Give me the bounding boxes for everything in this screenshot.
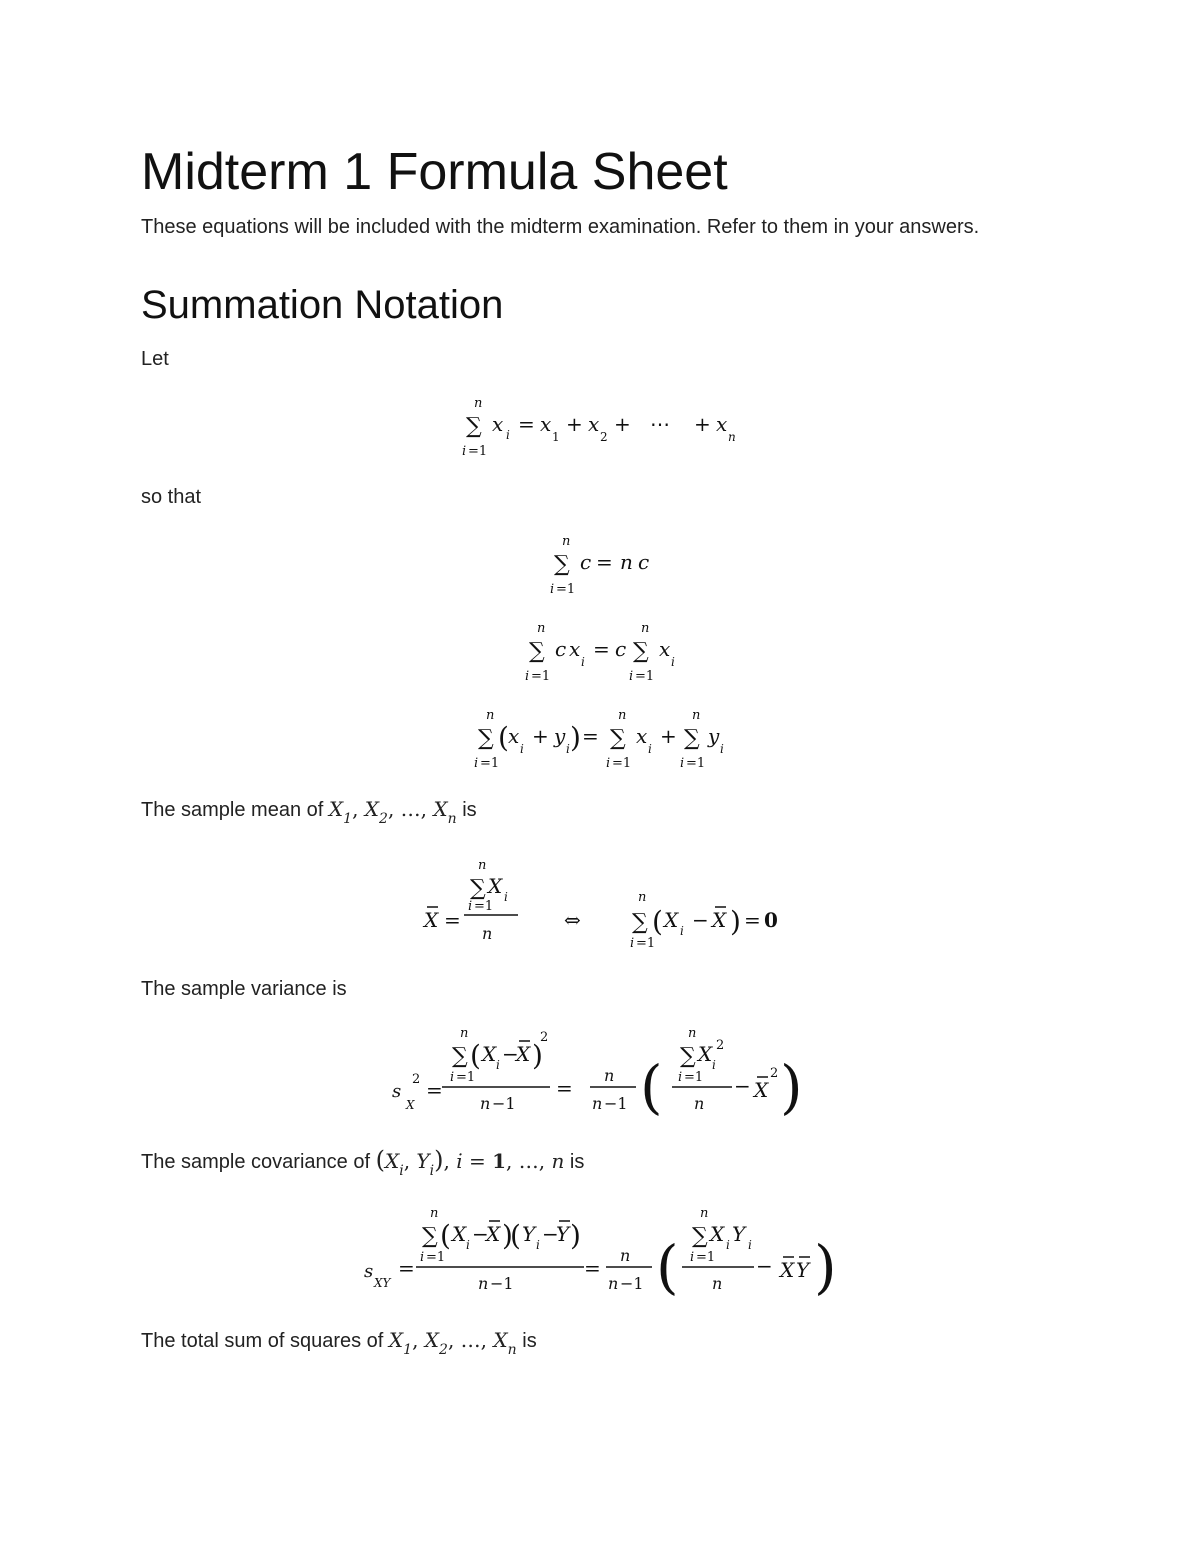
section-heading: Summation Notation [141,283,504,327]
svg-text:=: = [556,1076,573,1100]
svg-text:n: n [482,924,493,943]
total-ss-variables: $X_1$, $X_2$, …, $X_n$ [388,1328,517,1358]
svg-text:2: 2 [770,1066,779,1081]
svg-text:i: i [748,1238,752,1252]
equation-sum-definition [460,395,750,470]
svg-text:i: i [726,1238,730,1252]
svg-text:y: y [708,724,720,748]
svg-text:−: − [472,1222,489,1246]
svg-text:n: n [562,534,571,549]
svg-text:=: = [444,908,461,932]
svg-text:i: i [468,899,473,914]
svg-text:+: + [566,412,583,436]
intro-text: These equations will be included with the midterm examination. Refer to them in your answers. [141,216,980,238]
svg-text:c: c [638,550,650,574]
equation-sample-covariance [362,1205,842,1305]
svg-text:i: i [466,1238,470,1252]
svg-text:(: ( [510,1219,521,1252]
svg-text:n: n [486,708,495,723]
svg-text:n: n [688,1026,697,1041]
svg-text:+: + [532,724,549,748]
svg-text:∑: ∑ [684,726,700,751]
svg-text:−1: −1 [492,1094,516,1113]
svg-text:=1: =1 [468,444,488,459]
svg-text:∑: ∑ [632,910,648,935]
svg-text:X: X [488,874,503,898]
svg-text:): ) [502,1219,513,1252]
svg-text:n: n [728,430,736,444]
svg-text:i: i [566,742,570,756]
svg-text:(: ( [470,1039,481,1072]
svg-text:Y: Y [796,1258,810,1282]
svg-text:−1: −1 [490,1274,514,1293]
svg-text:n: n [608,1274,619,1293]
svg-text:∑: ∑ [692,1224,708,1249]
sample-cov-pre: The sample covariance of [141,1151,371,1173]
svg-text:i: i [712,1058,716,1072]
svg-text:∑: ∑ [680,1044,696,1069]
svg-text:X: X [406,1098,415,1112]
svg-text:n: n [478,858,487,873]
svg-text:n: n [474,396,483,411]
svg-text:−1: −1 [604,1094,628,1113]
svg-text:2: 2 [540,1030,549,1045]
svg-text:n: n [478,1274,489,1293]
svg-text:=1: =1 [696,1250,716,1265]
equation-sample-mean [420,855,790,960]
sample-mean-text [141,796,477,825]
svg-text:i: i [648,742,652,756]
svg-text:x: x [540,412,552,436]
sample-mean-pre: The sample mean of [141,799,324,821]
svg-text:=: = [518,412,535,436]
svg-text:): ) [532,1039,543,1072]
svg-text:i: i [680,924,684,938]
equation-sum-constant-factor [523,620,693,695]
svg-text:n: n [638,890,647,905]
total-sum-squares-text [141,1327,537,1356]
sample-mean-variables: $X_1$, $X_2$, …, $X_n$ [328,797,457,827]
svg-text:+: + [614,412,631,436]
sample-covariance-text [141,1147,584,1177]
svg-text:): ) [814,1233,837,1301]
svg-text:n: n [460,1026,469,1041]
svg-text:i: i [630,936,635,951]
svg-text:Y: Y [732,1222,746,1246]
svg-text:i: i [525,669,530,684]
svg-text:(: ( [640,1053,663,1121]
svg-text:X: X [664,908,679,932]
svg-text:i: i [506,428,510,442]
svg-text:⋯: ⋯ [650,412,670,436]
svg-text:n: n [604,1066,615,1085]
svg-text:i: i [680,756,685,771]
svg-text:2: 2 [600,430,608,444]
page-title: Midterm 1 Formula Sheet [141,143,728,201]
equation-sum-constant [548,533,668,608]
svg-text:(: ( [652,905,663,938]
svg-text:): ) [570,721,581,754]
svg-text:+: + [694,412,711,436]
svg-text:n: n [712,1274,723,1293]
svg-text:i: i [504,890,508,904]
svg-text:=: = [596,550,613,574]
svg-text:i: i [520,742,524,756]
svg-text:X: X [698,1042,713,1066]
svg-text:x: x [636,724,648,748]
svg-text:⇔: ⇔ [564,908,581,932]
svg-text:y: y [554,724,566,748]
svg-text:c: c [555,637,567,661]
svg-text:X: X [780,1258,795,1282]
svg-text:X: X [424,908,439,932]
so-that-text: so that [141,486,202,508]
svg-text:−: − [692,908,709,932]
svg-text:i: i [690,1250,695,1265]
svg-text:(: ( [440,1219,451,1252]
svg-text:∑: ∑ [422,1224,438,1249]
svg-text:x: x [492,412,504,436]
svg-text:c: c [615,637,627,661]
svg-text:XY: XY [374,1276,391,1290]
svg-text:−1: −1 [620,1274,644,1293]
svg-text:X: X [712,908,727,932]
svg-text:−: − [502,1042,519,1066]
svg-text:n: n [430,1206,439,1221]
equation-sum-of-sums [472,707,742,782]
svg-text:): ) [730,905,741,938]
svg-text:): ) [570,1219,581,1252]
svg-text:n: n [620,1246,631,1265]
svg-text:i: i [462,444,467,459]
total-ss-post: is [522,1330,537,1352]
svg-text:x: x [508,724,520,748]
sample-cov-post: is [569,1151,585,1173]
let-text: Let [141,348,169,370]
svg-text:∑: ∑ [478,726,494,751]
svg-text:=: = [426,1078,443,1102]
svg-text:n: n [592,1094,603,1113]
sample-variance-text: The sample variance is [141,978,347,1000]
svg-text:=1: =1 [531,669,551,684]
svg-text:i: i [550,582,555,597]
svg-text:s: s [364,1261,374,1282]
svg-text:=1: =1 [684,1070,704,1085]
svg-text:=1: =1 [636,936,656,951]
svg-text:): ) [780,1053,803,1121]
svg-text:x: x [716,412,728,436]
svg-text:−: − [734,1074,751,1098]
svg-text:−: − [542,1222,559,1246]
svg-text:=1: =1 [480,756,500,771]
svg-text:=: = [398,1256,415,1280]
svg-text:i: i [450,1070,455,1085]
svg-text:n: n [618,708,627,723]
svg-text:i: i [581,655,585,669]
svg-text:s: s [392,1081,402,1102]
svg-text:Y: Y [556,1222,570,1246]
svg-text:Y: Y [522,1222,536,1246]
svg-text:X: X [710,1222,725,1246]
svg-text:∑: ∑ [470,876,486,901]
svg-text:x: x [588,412,600,436]
svg-text:∑: ∑ [633,639,649,664]
svg-text:=1: =1 [635,669,655,684]
svg-text:∑: ∑ [610,726,626,751]
svg-text:=1: =1 [474,899,494,914]
svg-text:∑: ∑ [452,1044,468,1069]
svg-text:2: 2 [716,1038,725,1053]
svg-text:=: = [593,637,610,661]
svg-text:=1: =1 [426,1250,446,1265]
svg-text:i: i [474,756,479,771]
total-ss-pre: The total sum of squares of [141,1330,384,1352]
svg-text:x: x [659,637,671,661]
svg-text:c: c [580,550,592,574]
svg-text:=: = [744,908,761,932]
svg-text:n: n [641,621,650,636]
svg-text:(: ( [498,721,509,754]
svg-text:X: X [482,1042,497,1066]
svg-text:x: x [569,637,581,661]
svg-text:2: 2 [412,1072,421,1087]
svg-text:n: n [700,1206,709,1221]
svg-text:n: n [692,708,701,723]
svg-text:i: i [420,1250,425,1265]
svg-text:X: X [486,1222,501,1246]
svg-text:+: + [660,724,677,748]
svg-text:∑: ∑ [529,639,545,664]
svg-text:1: 1 [552,430,560,444]
svg-text:i: i [671,655,675,669]
svg-text:n: n [537,621,546,636]
equation-sample-variance [390,1025,810,1125]
svg-text:(: ( [656,1233,679,1301]
svg-text:n: n [480,1094,491,1113]
svg-text:n: n [694,1094,705,1113]
svg-text:X: X [452,1222,467,1246]
svg-text:∑: ∑ [466,414,482,439]
svg-text:X: X [754,1078,769,1102]
svg-text:i: i [629,669,634,684]
svg-text:i: i [678,1070,683,1085]
svg-text:i: i [536,1238,540,1252]
svg-text:=: = [584,1256,601,1280]
svg-text:0: 0 [764,908,778,932]
svg-text:i: i [606,756,611,771]
sample-mean-post: is [462,799,477,821]
svg-text:=1: =1 [686,756,706,771]
svg-text:=1: =1 [456,1070,476,1085]
svg-text:n: n [620,550,633,574]
svg-text:X: X [516,1042,531,1066]
svg-text:i: i [496,1058,500,1072]
svg-text:i: i [720,742,724,756]
sample-cov-pair: ($X_i$, $Y_i$), i = 1, …, n [375,1146,565,1179]
svg-text:−: − [756,1254,773,1278]
svg-text:=1: =1 [612,756,632,771]
svg-text:=1: =1 [556,582,576,597]
svg-text:=: = [582,724,599,748]
svg-text:∑: ∑ [554,552,570,577]
